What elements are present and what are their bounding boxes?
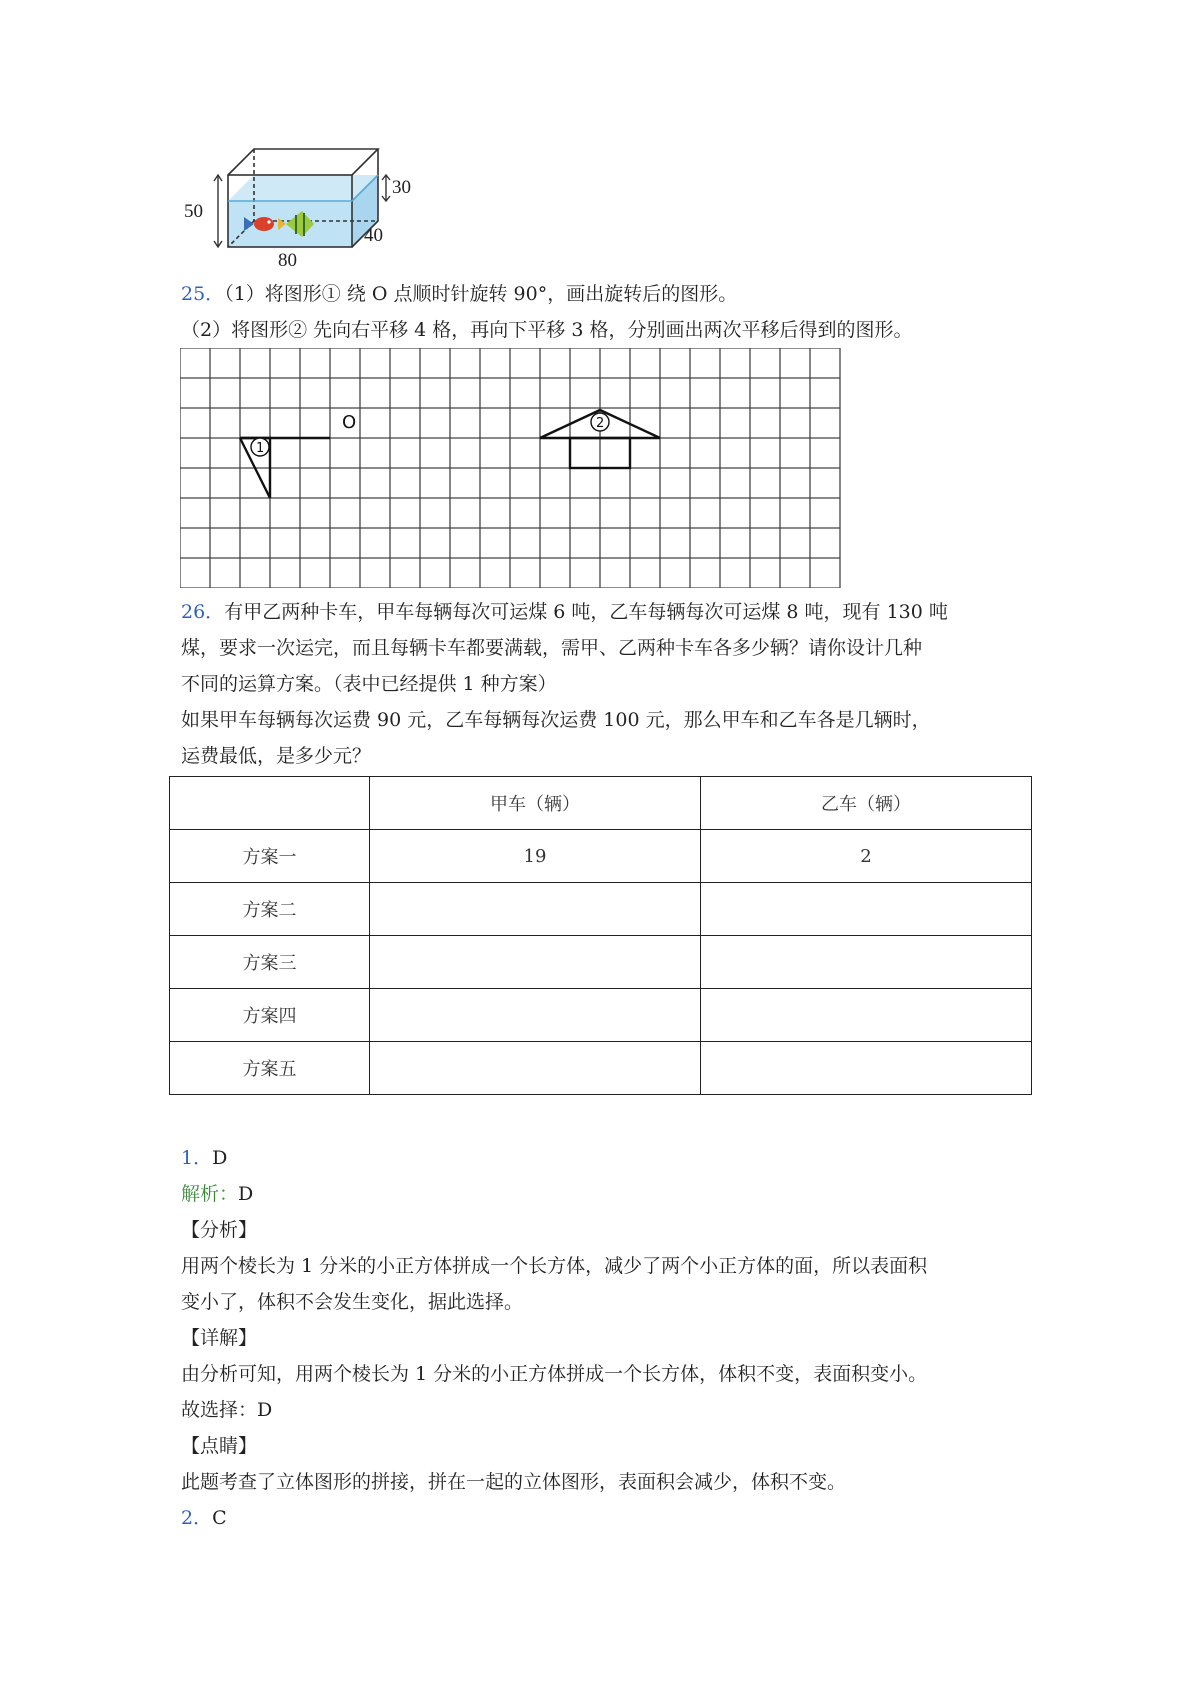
q25-part2: （2）将图形② 先向右平移 4 格，再向下平移 3 格，分别画出两次平移后得到的图形。 — [181, 319, 913, 341]
table-row — [170, 883, 1032, 936]
table-row — [170, 830, 1032, 883]
table-cell[interactable] — [370, 883, 701, 936]
rotation-grid — [180, 348, 848, 588]
q25-number: 25． — [181, 283, 225, 305]
table-header-row — [170, 777, 1032, 830]
table-row — [170, 1042, 1032, 1095]
table-row — [170, 989, 1032, 1042]
table-cell[interactable] — [701, 989, 1032, 1042]
table-cell[interactable] — [701, 883, 1032, 936]
tank-length-label: 80 — [278, 250, 297, 270]
xiangjie-line2: 故选择：D — [181, 1399, 273, 1421]
table-header-cell — [170, 777, 370, 830]
answer-2-value: C — [212, 1507, 227, 1529]
tank-height-label: 50 — [184, 201, 203, 222]
table-row — [170, 936, 1032, 989]
q26-line1: 26．有甲乙两种卡车，甲车每辆每次可运煤 6 吨，乙车每辆每次可运煤 8 吨，现有 130 吨 — [181, 601, 948, 623]
tank-water-height-label: 30 — [392, 177, 411, 198]
table-header-cell: 乙车（辆） — [701, 777, 1032, 830]
table-cell: 19 — [370, 830, 701, 883]
table-cell: 方案一 — [170, 830, 370, 883]
q26-line2: 煤，要求一次运完，而且每辆卡车都要满载，需甲、乙两种卡车各多少辆？请你设计几种 — [181, 637, 923, 659]
q25-part1: 25．（1）将图形① 绕 O 点顺时针旋转 90°，画出旋转后的图形。 — [181, 283, 738, 305]
dianjing-heading: 【点睛】 — [181, 1435, 258, 1457]
fenxi-line1: 用两个棱长为 1 分米的小正方体拼成一个长方体，减少了两个小正方体的面，所以表面积 — [181, 1255, 928, 1277]
q26-line4: 如果甲车每辆每次运费 90 元，乙车每辆每次运费 100 元，那么甲车和乙车各是几辆时， — [181, 709, 931, 731]
jiexi-line — [181, 1182, 253, 1206]
table-cell[interactable] — [701, 936, 1032, 989]
fenxi-line2: 变小了，体积不会发生变化，据此选择。 — [181, 1291, 524, 1313]
xiangjie-heading: 【详解】 — [181, 1327, 258, 1349]
table-cell[interactable] — [701, 1042, 1032, 1095]
q26-line5: 运费最低，是多少元？ — [181, 745, 372, 767]
table-cell: 方案二 — [170, 883, 370, 936]
answer-2-number: 2． — [181, 1507, 213, 1529]
shape-1-label: 1 — [256, 441, 265, 456]
point-o-label: O — [342, 412, 357, 433]
table-cell[interactable] — [370, 1042, 701, 1095]
table-cell: 2 — [701, 830, 1032, 883]
answer-1 — [181, 1146, 227, 1170]
table-cell[interactable] — [370, 989, 701, 1042]
table-cell: 方案四 — [170, 989, 370, 1042]
table-cell[interactable] — [370, 936, 701, 989]
plan-table — [169, 776, 1032, 1095]
xiangjie-line1: 由分析可知，用两个棱长为 1 分米的小正方体拼成一个长方体，体积不变，表面积变小。 — [181, 1363, 928, 1385]
tank-width-label: 40 — [364, 225, 383, 246]
answer-2 — [181, 1506, 227, 1530]
dianjing-line1: 此题考查了立体图形的拼接，拼在一起的立体图形，表面积会减少，体积不变。 — [181, 1471, 847, 1493]
answer-1-value: D — [212, 1147, 228, 1169]
jiexi-value: D — [238, 1183, 254, 1205]
jiexi-label: 解析： — [181, 1183, 239, 1205]
table-cell: 方案五 — [170, 1042, 370, 1095]
shape-2-label: 2 — [596, 416, 605, 431]
table-cell: 方案三 — [170, 936, 370, 989]
fish-tank-figure — [180, 145, 430, 270]
table-header-cell: 甲车（辆） — [370, 777, 701, 830]
fenxi-heading: 【分析】 — [181, 1219, 258, 1241]
q26-number: 26． — [181, 601, 225, 623]
q26-line3: 不同的运算方案。（表中已经提供 1 种方案） — [181, 673, 557, 695]
answer-1-number: 1． — [181, 1147, 213, 1169]
